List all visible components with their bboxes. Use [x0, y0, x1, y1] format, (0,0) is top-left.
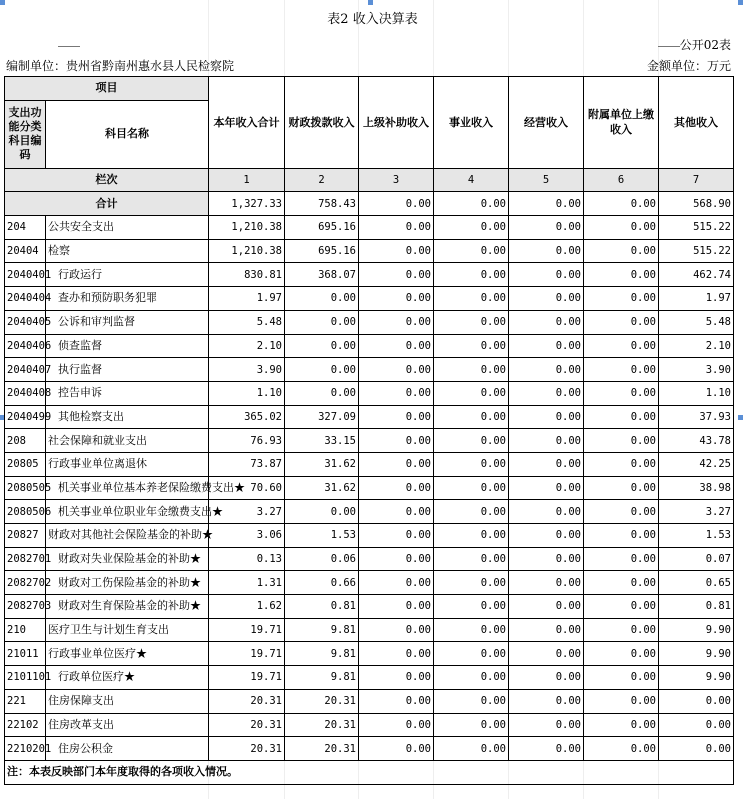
- row-value: 0.00: [359, 713, 434, 737]
- row-value: 515.22: [659, 216, 734, 240]
- row-value: 1.10: [659, 381, 734, 405]
- row-value: 3.27: [209, 500, 285, 524]
- total-value: 0.00: [509, 192, 584, 216]
- row-value: 0.00: [584, 216, 659, 240]
- income-table: [4, 76, 734, 785]
- row-value: 0.00: [584, 713, 659, 737]
- row-value: 0.00: [285, 310, 359, 334]
- row-value: 0.00: [359, 571, 434, 595]
- row-value: 0.00: [285, 381, 359, 405]
- row-value: 0.00: [434, 642, 509, 666]
- row-value: 19.71: [209, 642, 285, 666]
- row-value: 0.00: [434, 239, 509, 263]
- row-code: 20404: [5, 239, 46, 263]
- row-value: 0.00: [359, 216, 434, 240]
- row-value: 1.97: [209, 287, 285, 311]
- row-name: 行政事业单位医疗★: [46, 642, 209, 666]
- row-code: 210: [5, 618, 46, 642]
- row-value: 3.06: [209, 524, 285, 548]
- row-value: 0.00: [509, 429, 584, 453]
- row-value: 0.00: [584, 381, 659, 405]
- row-name: 住房改革支出: [46, 713, 209, 737]
- row-value: 0.00: [359, 452, 434, 476]
- row-value: 0.00: [584, 263, 659, 287]
- row-code: 2080505: [5, 476, 46, 500]
- row-value: 0.00: [359, 429, 434, 453]
- row-value: 0.00: [584, 287, 659, 311]
- row-value: 3.90: [659, 358, 734, 382]
- row-value: 0.00: [434, 263, 509, 287]
- row-code: 2040408: [5, 381, 46, 405]
- row-value: 9.90: [659, 618, 734, 642]
- row-value: 70.60: [209, 476, 285, 500]
- row-code: 208: [5, 429, 46, 453]
- row-value: 0.00: [359, 737, 434, 761]
- row-name: 医疗卫生与计划生育支出: [46, 618, 209, 642]
- col-num: 5: [509, 168, 584, 192]
- total-value: 0.00: [359, 192, 434, 216]
- row-value: 0.07: [659, 547, 734, 571]
- row-value: 3.27: [659, 500, 734, 524]
- row-value: 5.48: [209, 310, 285, 334]
- row-code: 2082703: [5, 595, 46, 619]
- row-value: 1,210.38: [209, 239, 285, 263]
- row-value: 1.97: [659, 287, 734, 311]
- row-value: 0.00: [285, 358, 359, 382]
- row-value: 33.15: [285, 429, 359, 453]
- row-code: 2082702: [5, 571, 46, 595]
- row-name: 其他检察支出: [46, 405, 209, 429]
- table-row: [5, 429, 734, 453]
- row-value: 515.22: [659, 239, 734, 263]
- row-name: 财政对其他社会保险基金的补助★: [46, 524, 209, 548]
- row-value: 0.00: [434, 666, 509, 690]
- decorative-rule: [658, 46, 680, 47]
- row-code: 2082701: [5, 547, 46, 571]
- row-name: 行政单位医疗★: [46, 666, 209, 690]
- row-value: 0.00: [434, 429, 509, 453]
- selection-handle[interactable]: [738, 0, 743, 5]
- row-value: 9.81: [285, 642, 359, 666]
- table-row: [5, 287, 734, 311]
- row-value: 0.00: [359, 334, 434, 358]
- row-value: 695.16: [285, 216, 359, 240]
- row-value: 0.00: [434, 547, 509, 571]
- row-value: 0.00: [584, 737, 659, 761]
- row-value: 31.62: [285, 452, 359, 476]
- row-value: 0.00: [359, 524, 434, 548]
- table-row: [5, 618, 734, 642]
- row-value: 0.81: [285, 595, 359, 619]
- table-row: [5, 737, 734, 761]
- header-c5: 经营收入: [509, 77, 584, 169]
- table-row: [5, 595, 734, 619]
- row-value: 695.16: [285, 239, 359, 263]
- header-c3: 上级补助收入: [359, 77, 434, 169]
- row-value: 0.00: [509, 216, 584, 240]
- row-name: 行政事业单位离退休: [46, 452, 209, 476]
- row-value: 20.31: [209, 737, 285, 761]
- row-value: 0.00: [509, 666, 584, 690]
- row-value: 0.00: [359, 405, 434, 429]
- row-value: 327.09: [285, 405, 359, 429]
- row-value: 0.00: [509, 239, 584, 263]
- table-row: [5, 500, 734, 524]
- row-value: 0.00: [509, 524, 584, 548]
- row-value: 0.00: [584, 689, 659, 713]
- row-value: 0.00: [359, 263, 434, 287]
- row-value: 0.66: [285, 571, 359, 595]
- row-value: 0.06: [285, 547, 359, 571]
- row-value: 0.00: [509, 405, 584, 429]
- row-value: 76.93: [209, 429, 285, 453]
- row-value: 0.00: [359, 689, 434, 713]
- row-value: 0.00: [584, 666, 659, 690]
- row-value: 0.00: [285, 334, 359, 358]
- row-code: 2210201: [5, 737, 46, 761]
- row-value: 0.81: [659, 595, 734, 619]
- row-value: 0.00: [509, 571, 584, 595]
- table-row: [5, 547, 734, 571]
- table-row: [5, 524, 734, 548]
- row-value: 0.00: [509, 476, 584, 500]
- header-item: 项目: [5, 77, 209, 101]
- header-c1: 本年收入合计: [209, 77, 285, 169]
- row-value: 0.00: [509, 642, 584, 666]
- row-value: 0.00: [359, 500, 434, 524]
- row-code: 2101101: [5, 666, 46, 690]
- row-value: 43.78: [659, 429, 734, 453]
- header-c7: 其他收入: [659, 77, 734, 169]
- row-value: 0.00: [359, 618, 434, 642]
- row-value: 0.00: [659, 713, 734, 737]
- row-value: 2.10: [659, 334, 734, 358]
- row-value: 0.00: [359, 595, 434, 619]
- row-code: 21011: [5, 642, 46, 666]
- row-value: 0.00: [359, 287, 434, 311]
- row-value: 0.00: [509, 381, 584, 405]
- row-value: 0.00: [584, 500, 659, 524]
- row-value: 365.02: [209, 405, 285, 429]
- row-value: 0.00: [509, 737, 584, 761]
- header-code: 支出功能分类科目编码: [5, 100, 46, 168]
- total-row: [5, 192, 734, 216]
- row-value: 37.93: [659, 405, 734, 429]
- total-value: 758.43: [285, 192, 359, 216]
- row-value: 1.53: [285, 524, 359, 548]
- table-note: 注：本表反映部门本年度取得的各项收入情况。: [5, 760, 734, 784]
- total-value: 0.00: [584, 192, 659, 216]
- row-name: 住房保障支出: [46, 689, 209, 713]
- row-value: 0.00: [509, 287, 584, 311]
- row-value: 368.07: [285, 263, 359, 287]
- row-value: 0.00: [509, 263, 584, 287]
- row-value: 19.71: [209, 666, 285, 690]
- form-number: 公开02表: [679, 38, 731, 52]
- row-value: 0.00: [434, 452, 509, 476]
- table-row: [5, 571, 734, 595]
- col-num: 6: [584, 168, 659, 192]
- row-code: 204: [5, 216, 46, 240]
- row-name: 行政运行: [46, 263, 209, 287]
- row-value: 0.00: [584, 452, 659, 476]
- row-code: 2040499: [5, 405, 46, 429]
- header-c2: 财政拨款收入: [285, 77, 359, 169]
- row-value: 0.00: [509, 310, 584, 334]
- row-value: 0.00: [659, 689, 734, 713]
- row-value: 0.00: [659, 737, 734, 761]
- page-title: 表2 收入决算表: [327, 12, 418, 27]
- row-value: 73.87: [209, 452, 285, 476]
- row-value: 9.81: [285, 666, 359, 690]
- row-value: 0.00: [359, 547, 434, 571]
- row-name: 查办和预防职务犯罪: [46, 287, 209, 311]
- row-value: 462.74: [659, 263, 734, 287]
- row-code: 2040406: [5, 334, 46, 358]
- row-value: 0.00: [584, 239, 659, 263]
- table-row: [5, 642, 734, 666]
- row-value: 1.53: [659, 524, 734, 548]
- row-value: 0.00: [584, 618, 659, 642]
- row-value: 0.00: [584, 476, 659, 500]
- row-name: 社会保障和就业支出: [46, 429, 209, 453]
- col-num: 2: [285, 168, 359, 192]
- row-value: 0.00: [584, 310, 659, 334]
- row-code: 2040407: [5, 358, 46, 382]
- row-value: 9.81: [285, 618, 359, 642]
- total-value: 0.00: [434, 192, 509, 216]
- row-value: 0.00: [434, 618, 509, 642]
- table-row: [5, 381, 734, 405]
- row-value: 20.31: [285, 689, 359, 713]
- row-name: 公诉和审判监督: [46, 310, 209, 334]
- row-value: 1.31: [209, 571, 285, 595]
- row-code: 22102: [5, 713, 46, 737]
- row-value: 0.00: [434, 216, 509, 240]
- row-value: 0.00: [359, 642, 434, 666]
- row-value: 1.10: [209, 381, 285, 405]
- amount-unit: 金额单位：万元: [646, 59, 731, 73]
- row-value: 0.00: [509, 500, 584, 524]
- row-value: 0.00: [509, 358, 584, 382]
- row-code: 20805: [5, 452, 46, 476]
- row-name: 财政对失业保险基金的补助★: [46, 547, 209, 571]
- row-name: 机关事业单位基本养老保险缴费支出★: [46, 476, 209, 500]
- row-code: 2040405: [5, 310, 46, 334]
- row-value: 3.90: [209, 358, 285, 382]
- selection-handle[interactable]: [0, 0, 5, 5]
- row-value: 20.31: [209, 689, 285, 713]
- row-value: 9.90: [659, 642, 734, 666]
- row-value: 0.00: [359, 666, 434, 690]
- row-name: 公共安全支出: [46, 216, 209, 240]
- column-number-row: [5, 168, 734, 192]
- row-value: 0.00: [434, 713, 509, 737]
- row-value: 38.98: [659, 476, 734, 500]
- row-value: 0.00: [285, 287, 359, 311]
- table-row: [5, 713, 734, 737]
- header-c4: 事业收入: [434, 77, 509, 169]
- row-value: 19.71: [209, 618, 285, 642]
- row-value: 0.00: [509, 452, 584, 476]
- row-name: 财政对生育保险基金的补助★: [46, 595, 209, 619]
- table-row: [5, 666, 734, 690]
- row-value: 0.00: [509, 618, 584, 642]
- row-value: 0.00: [584, 429, 659, 453]
- row-name: 检察: [46, 239, 209, 263]
- row-name: 机关事业单位职业年金缴费支出★: [46, 500, 209, 524]
- row-code: 2040401: [5, 263, 46, 287]
- row-value: 20.31: [209, 713, 285, 737]
- row-value: 0.00: [434, 381, 509, 405]
- table-row: [5, 263, 734, 287]
- col-num: 7: [659, 168, 734, 192]
- row-name: 侦查监督: [46, 334, 209, 358]
- row-value: 0.00: [434, 571, 509, 595]
- row-value: 0.00: [434, 358, 509, 382]
- row-value: 42.25: [659, 452, 734, 476]
- row-value: 1.62: [209, 595, 285, 619]
- row-value: 0.00: [359, 239, 434, 263]
- row-value: 0.65: [659, 571, 734, 595]
- row-value: 0.00: [285, 500, 359, 524]
- header-c6: 附属单位上缴收入: [584, 77, 659, 169]
- decorative-rule: [58, 46, 80, 47]
- row-value: 0.00: [584, 547, 659, 571]
- row-value: 20.31: [285, 737, 359, 761]
- col-num: 1: [209, 168, 285, 192]
- row-value: 0.00: [434, 737, 509, 761]
- table-row: [5, 476, 734, 500]
- table-row: [5, 216, 734, 240]
- row-value: 0.00: [434, 310, 509, 334]
- row-value: 0.00: [434, 595, 509, 619]
- total-value: 1,327.33: [209, 192, 285, 216]
- row-value: 0.00: [584, 358, 659, 382]
- row-value: 0.00: [434, 524, 509, 548]
- row-value: 0.00: [434, 689, 509, 713]
- col-row-label: 栏次: [5, 168, 209, 192]
- row-value: 0.00: [359, 476, 434, 500]
- row-value: 0.00: [584, 571, 659, 595]
- table-row: [5, 334, 734, 358]
- row-code: 2080506: [5, 500, 46, 524]
- total-label: 合计: [5, 192, 209, 216]
- table-row: [5, 452, 734, 476]
- row-value: 0.00: [584, 405, 659, 429]
- table-row: [5, 310, 734, 334]
- row-value: 0.00: [584, 524, 659, 548]
- row-value: 20.31: [285, 713, 359, 737]
- reporting-unit: 编制单位：贵州省黔南州惠水县人民检察院: [6, 59, 235, 73]
- row-value: 0.00: [434, 405, 509, 429]
- row-value: 0.00: [359, 381, 434, 405]
- row-value: 0.00: [434, 500, 509, 524]
- col-num: 3: [359, 168, 434, 192]
- selection-handle[interactable]: [368, 0, 373, 5]
- table-row: [5, 358, 734, 382]
- row-name: 住房公积金: [46, 737, 209, 761]
- row-value: 0.00: [359, 310, 434, 334]
- total-value: 568.90: [659, 192, 734, 216]
- table-row: [5, 239, 734, 263]
- row-value: 0.00: [434, 287, 509, 311]
- row-value: 830.81: [209, 263, 285, 287]
- selection-handle[interactable]: [738, 415, 743, 420]
- row-value: 0.00: [509, 547, 584, 571]
- row-value: 0.00: [584, 595, 659, 619]
- row-value: 0.00: [509, 334, 584, 358]
- row-value: 0.00: [434, 334, 509, 358]
- row-value: 0.00: [509, 713, 584, 737]
- row-value: 5.48: [659, 310, 734, 334]
- row-value: 0.13: [209, 547, 285, 571]
- row-value: 31.62: [285, 476, 359, 500]
- row-code: 20827: [5, 524, 46, 548]
- row-code: 2040404: [5, 287, 46, 311]
- row-value: 0.00: [359, 358, 434, 382]
- row-value: 0.00: [434, 476, 509, 500]
- row-value: 0.00: [509, 595, 584, 619]
- header-name: 科目名称: [46, 100, 209, 168]
- row-code: 221: [5, 689, 46, 713]
- row-name: 控告申诉: [46, 381, 209, 405]
- row-value: 2.10: [209, 334, 285, 358]
- table-row: [5, 689, 734, 713]
- row-name: 执行监督: [46, 358, 209, 382]
- row-name: 财政对工伤保险基金的补助★: [46, 571, 209, 595]
- row-value: 0.00: [509, 689, 584, 713]
- row-value: 9.90: [659, 666, 734, 690]
- row-value: 0.00: [584, 642, 659, 666]
- table-row: [5, 405, 734, 429]
- col-num: 4: [434, 168, 509, 192]
- row-value: 0.00: [584, 334, 659, 358]
- row-value: 1,210.38: [209, 216, 285, 240]
